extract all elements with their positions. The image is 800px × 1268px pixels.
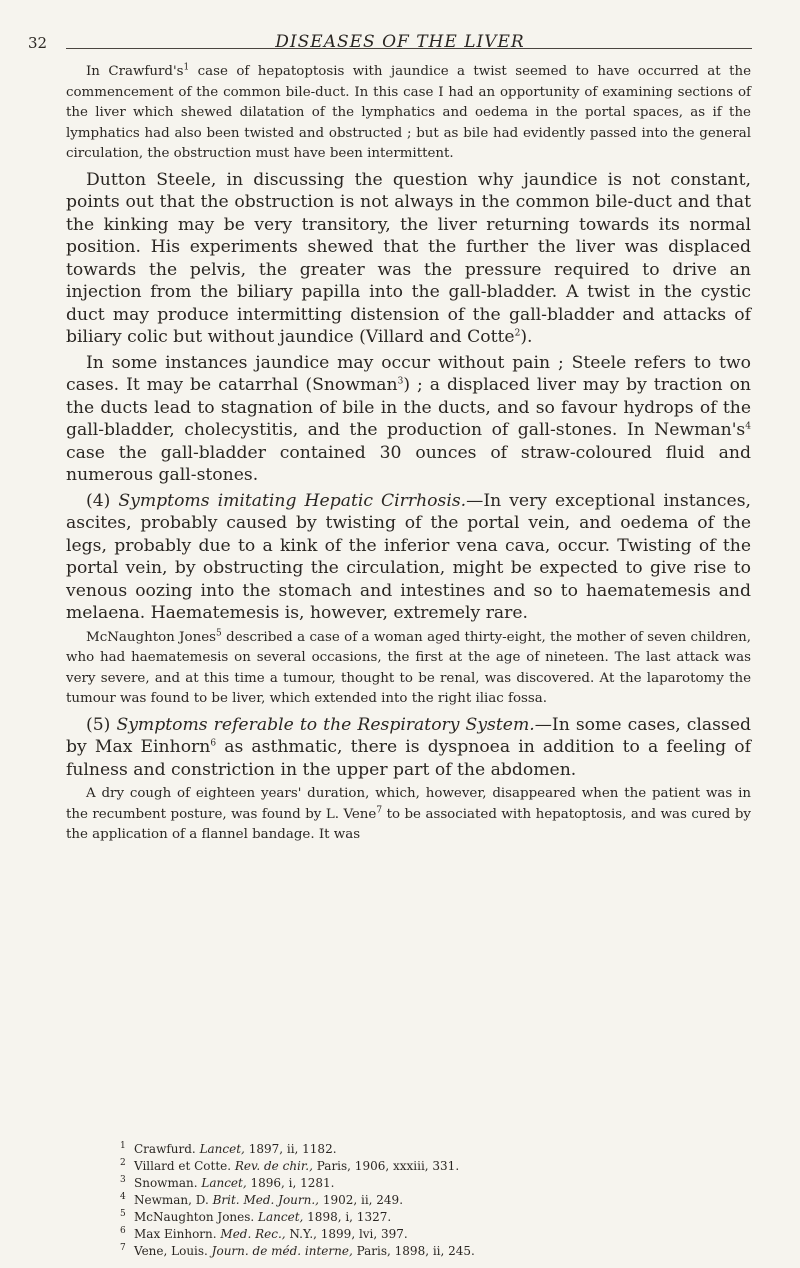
text-run: A dry cough of eighteen years' duration, which, however, disappeared when the patient was in the recumbent posture, was found by L. Vene bbox=[66, 786, 751, 822]
text-run: Paris, 1906, xxxiii, 331. bbox=[312, 1159, 460, 1173]
italic-text: Brit. Med. Journ., bbox=[212, 1193, 319, 1207]
italic-text: Lancet, bbox=[199, 1142, 245, 1156]
footnote-ref: 4 bbox=[745, 421, 751, 432]
text-run: Max Einhorn. bbox=[134, 1227, 221, 1241]
footnote: 1 Crawfurd. Lancet, 1897, ii, 1182. bbox=[120, 1141, 337, 1156]
paragraph bbox=[66, 62, 751, 165]
footnote: 6 Max Einhorn. Med. Rec., N.Y., 1899, lvi, 397. bbox=[120, 1226, 408, 1241]
text-run: Villard et Cotte. bbox=[134, 1159, 235, 1173]
italic-text: Lancet, bbox=[258, 1210, 304, 1224]
text-run: Snowman. bbox=[134, 1176, 202, 1190]
running-head: DISEASES OF THE LIVER bbox=[275, 32, 525, 52]
italic-text: Rev. de chir., bbox=[234, 1159, 313, 1173]
footnote-ref: 6 bbox=[210, 738, 217, 749]
text-run: as asthmatic, there is dyspnoea in addition to a feeling of fulness and constriction in the upper part of the abdomen. bbox=[66, 737, 751, 780]
text-run: N.Y., 1899, lvi, 397. bbox=[285, 1227, 408, 1241]
footnotes bbox=[120, 1141, 750, 1260]
text-run: In some instances jaundice may occur without pain ; Steele refers to two cases. It may be catarrhal (Snowman bbox=[66, 352, 751, 395]
text-run: (4) bbox=[86, 490, 119, 511]
page-number: 32 bbox=[28, 34, 48, 52]
italic-text: Med. Rec., bbox=[220, 1227, 286, 1241]
text-run: to be associated with hepatoptosis, and was cured by the application of a flannel bandage. It was bbox=[66, 806, 751, 842]
paragraph bbox=[66, 169, 751, 349]
text-run: case the gall-bladder contained 30 ounces of straw-coloured fluid and numerous gall-stones. bbox=[66, 442, 751, 485]
text-run: —In very exceptional instances, ascites, probably caused by twisting of the portal vein, and oedema of the legs, probably due to a kink of the inferior vena cava, occur. Twisting of the portal vein, by obstructing the circulation, might be expected to give rise to venous oozing into the stomach and intestines and so to haematemesis and melaena. Haematemesis is, however, extremely rare. bbox=[66, 490, 752, 623]
header-rule bbox=[66, 48, 752, 49]
text-run: Dutton Steele, in discussing the question why jaundice is not constant, points out that the obstruction is not always in the common bile-duct and that the kinking may be very transitory, the liver returning towards its normal position. His experiments shewed that the further the liver was displaced towards the pelvis, the greater was the pressure required to drive an injection from the biliary papilla into the gall-bladder. A twist in the cystic duct may produce intermitting distension of the gall-bladder and attacks of biliary colic but without jaundice (Villard and Cotte bbox=[66, 169, 751, 347]
paragraph bbox=[66, 628, 751, 710]
footnote-ref: 1 bbox=[183, 62, 190, 73]
footnote: 7 Vene, Louis. Journ. de méd. interne, Paris, 1898, ii, 245. bbox=[120, 1243, 475, 1258]
text-run: Newman, D. bbox=[134, 1193, 213, 1207]
footnote: 2 Villard et Cotte. Rev. de chir., Paris, 1906, xxxiii, 331. bbox=[120, 1158, 460, 1173]
paragraph bbox=[66, 784, 751, 846]
text-run: Crawfurd. bbox=[134, 1142, 200, 1156]
text-run: McNaughton Jones. bbox=[134, 1210, 259, 1224]
text-run: (5) bbox=[86, 714, 117, 735]
footnote: 4 Newman, D. Brit. Med. Journ., 1902, ii, 249. bbox=[120, 1192, 404, 1207]
italic-text: Lancet, bbox=[201, 1176, 247, 1190]
text-run: ) ; a displaced liver may by traction on the ducts lead to stagnation of bile in the ducts, and so favour hydrops of the gall-bladder, cholecystitis, and the production of gall-stones. In Newman's bbox=[66, 375, 751, 440]
text-run: case of hepatoptosis with jaundice a twist seemed to have occurred at the commencement of the common bile-duct. In this case I had an opportunity of examining sections of the liver which shewed dilatation of the lymphatics and oedema in the portal spaces, as if the lymphatics had also been twisted and obstructed ; but as bile had evidently passed into the general circulation, the obstruction must have been intermittent. bbox=[66, 64, 751, 161]
text-run: Paris, 1898, ii, 245. bbox=[352, 1244, 475, 1258]
footnote-ref: 2 bbox=[514, 328, 521, 339]
text-run: 1896, i, 1281. bbox=[246, 1176, 335, 1190]
body-text bbox=[66, 62, 751, 850]
text-run: Vene, Louis. bbox=[134, 1244, 212, 1258]
footnote-ref: 3 bbox=[397, 376, 404, 387]
italic-text: Symptoms imitating Hepatic Cirrhosis. bbox=[118, 490, 467, 511]
paragraph bbox=[66, 352, 751, 487]
footnote-ref: 7 bbox=[376, 805, 383, 816]
paragraph bbox=[66, 714, 751, 782]
page-header bbox=[0, 30, 800, 58]
text-run: 1898, i, 1327. bbox=[303, 1210, 392, 1224]
italic-text: Journ. de méd. interne, bbox=[211, 1244, 353, 1258]
text-run: ). bbox=[520, 327, 533, 347]
text-run: McNaughton Jones bbox=[86, 629, 217, 645]
text-run: described a case of a woman aged thirty-eight, the mother of seven children, who had haematemesis on several occasions, the first at the age of nineteen. The last attack was very severe, and at this time a tumour, thought to be renal, was discovered. At the laparotomy the tumour was found to be liver, which extended into the right iliac fossa. bbox=[66, 629, 752, 706]
text-run: 1902, ii, 249. bbox=[319, 1193, 404, 1207]
text-run: In Crawfurd's bbox=[86, 64, 184, 79]
text-run: —In some cases, classed by Max Einhorn bbox=[66, 714, 751, 757]
italic-text: Symptoms referable to the Respiratory System. bbox=[116, 714, 535, 735]
text-run: 1897, ii, 1182. bbox=[244, 1142, 337, 1156]
footnote: 5 McNaughton Jones. Lancet, 1898, i, 1327. bbox=[120, 1209, 392, 1224]
footnote-ref: 5 bbox=[216, 628, 222, 639]
footnote: 3 Snowman. Lancet, 1896, i, 1281. bbox=[120, 1175, 335, 1190]
paragraph bbox=[66, 490, 751, 625]
